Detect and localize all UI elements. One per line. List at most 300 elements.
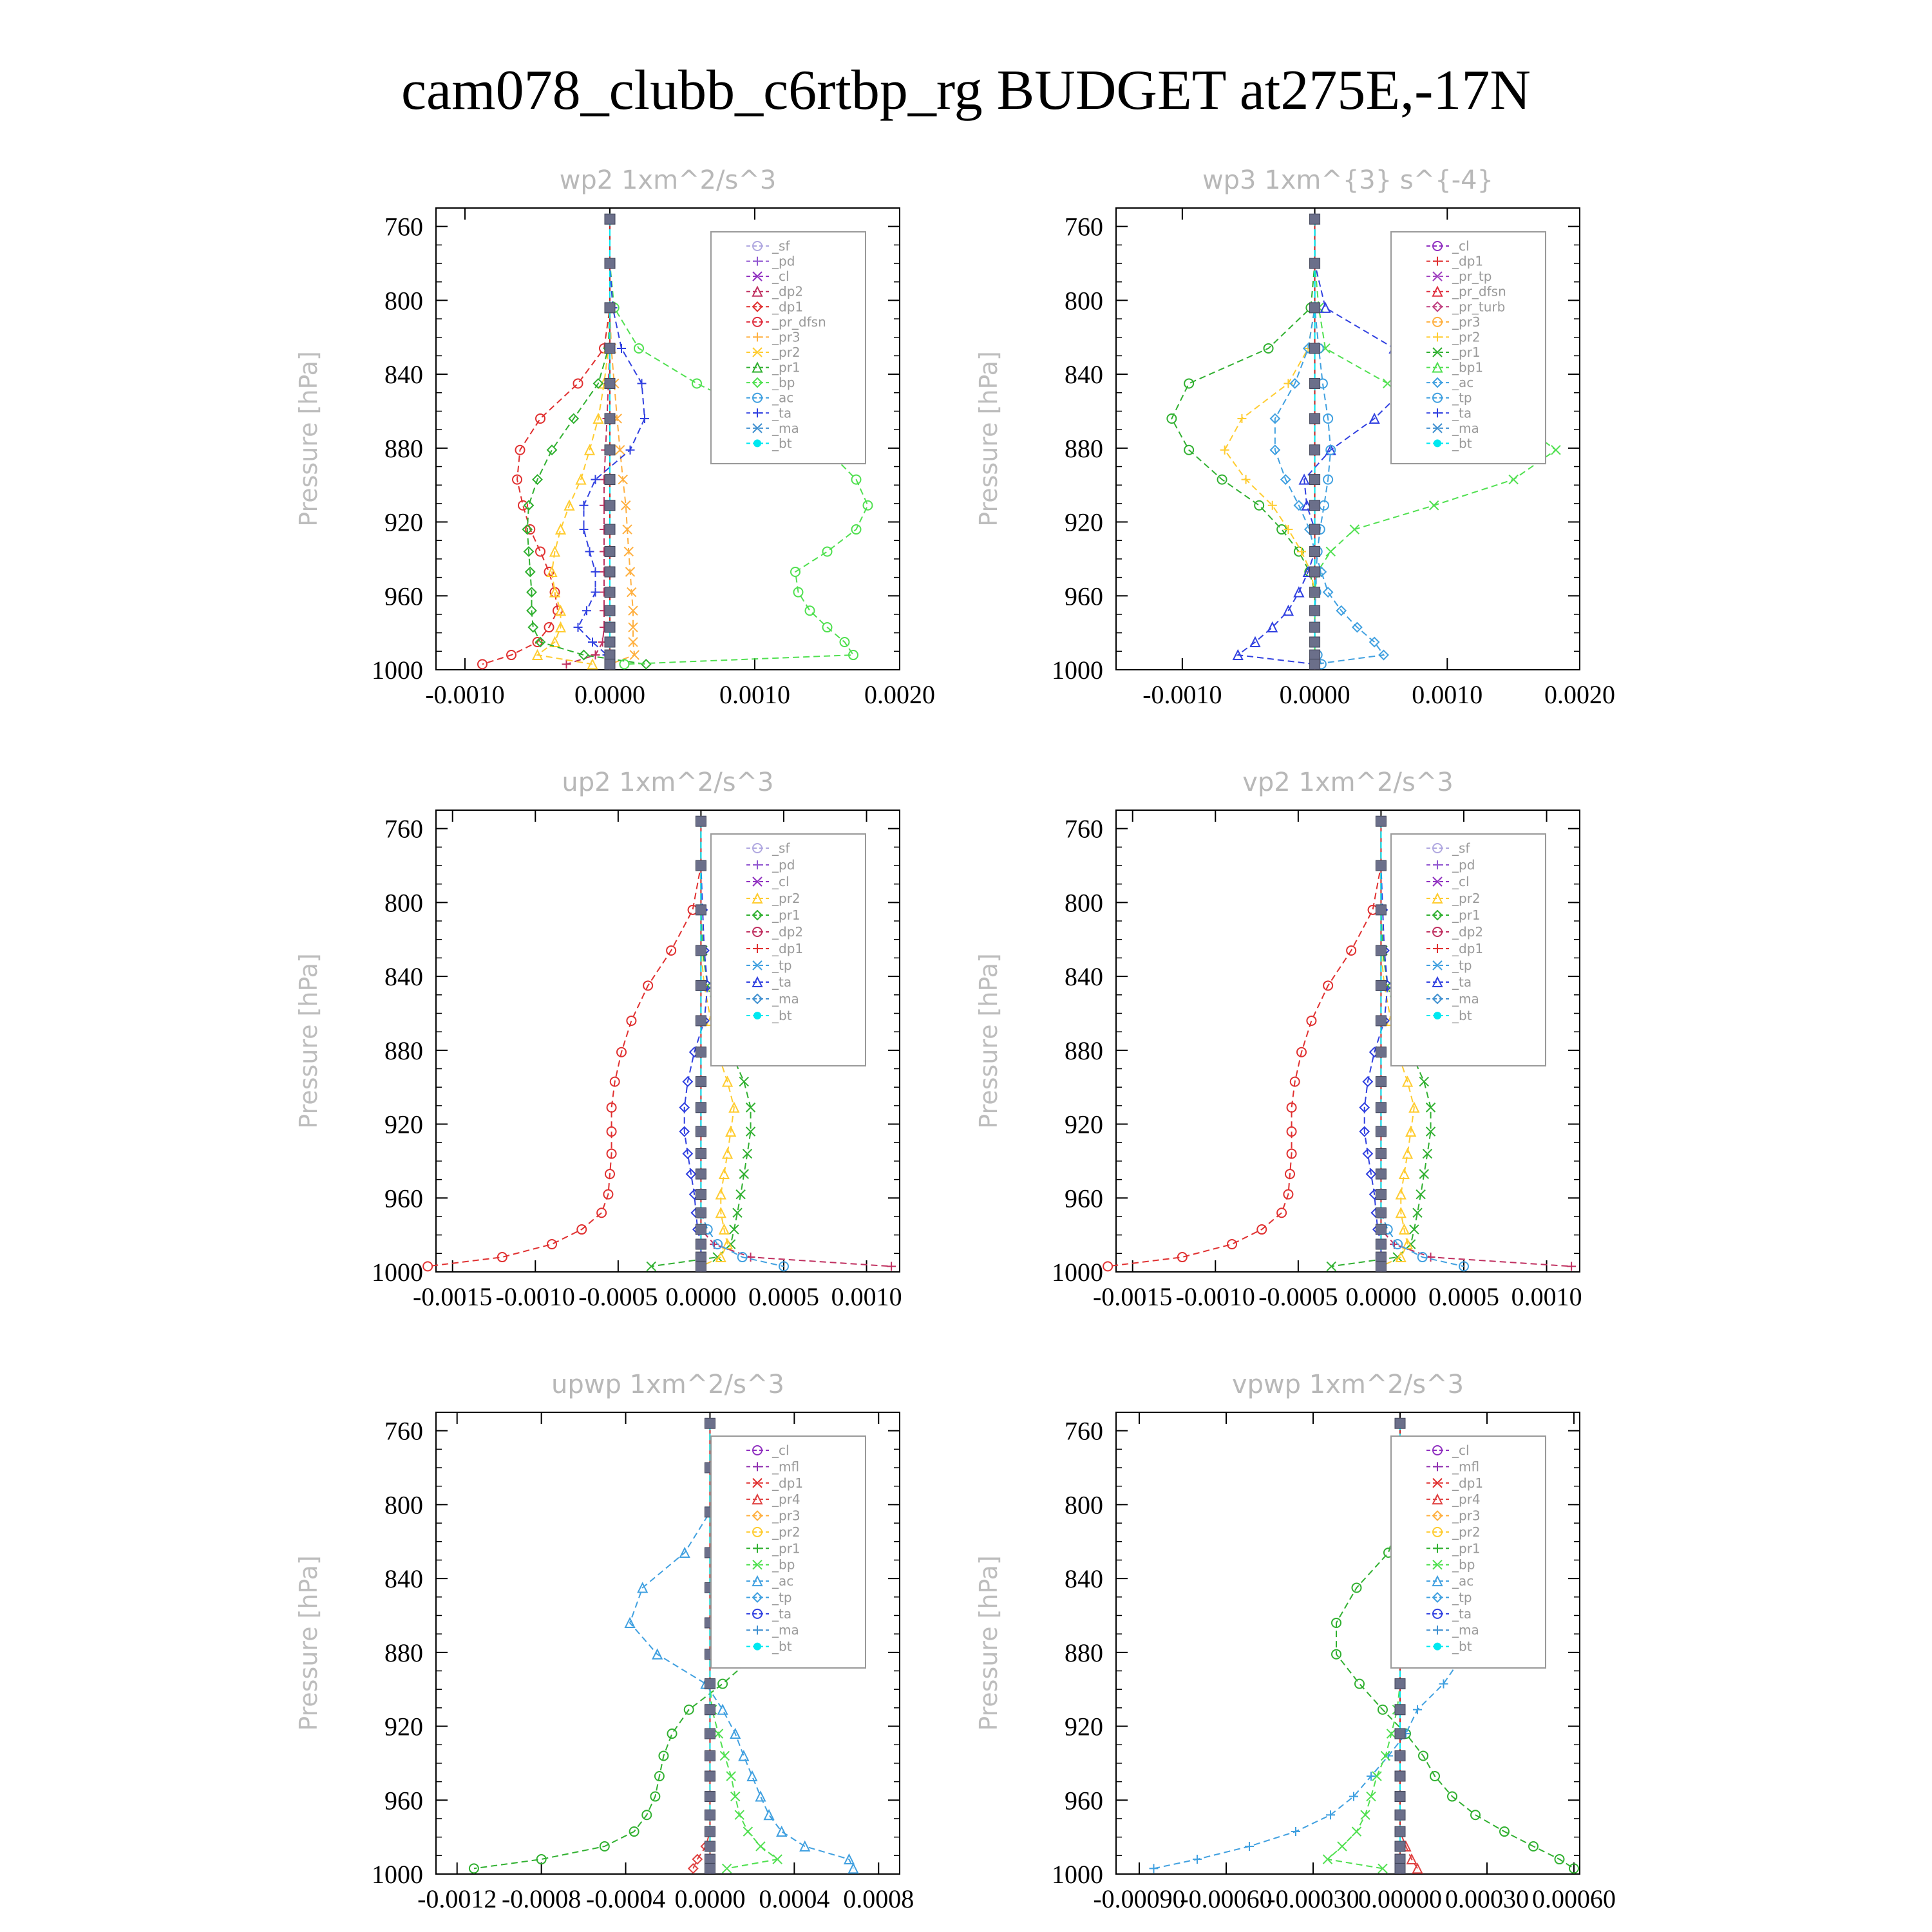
point-pr2 [1220,446,1229,455]
zero-marker [1395,1705,1405,1715]
legend-label: _cl [772,269,790,285]
x-tick-label: -0.0012 [417,1884,497,1913]
zero-marker [1376,945,1386,956]
zero-marker [605,650,615,660]
point-tp [748,1772,757,1781]
point-tp [1323,588,1332,597]
point-pr1 [718,1680,727,1689]
y-axis-label: Pressure [hPa] [294,1555,323,1731]
chart-panel-5 [294,1370,914,1913]
legend-label: _pr2 [772,891,800,906]
point-pr1 [1355,1680,1364,1689]
legend-label: _ta [772,405,792,421]
legend-label: _bp1 [1452,359,1484,375]
zero-marker [1376,1169,1386,1179]
zero-marker [705,1826,715,1837]
y-tick-label: 920 [384,1712,423,1741]
y-tick-label: 1000 [372,1860,423,1889]
zero-marker [1376,1047,1386,1057]
point-ta [580,501,589,510]
zero-marker [605,500,615,511]
point-tp [739,1751,748,1760]
zero-marker [605,587,615,598]
legend-label: _cl [772,1443,790,1458]
zero-marker [1395,1826,1405,1837]
zero-marker [696,1016,706,1026]
panel-title: up2 1xm^2/s^3 [562,768,774,797]
y-tick-label: 840 [384,360,423,390]
x-tick-label: 0.00060 [1532,1884,1616,1913]
legend-label: _pr2 [772,345,800,360]
y-tick-label: 840 [1065,1564,1103,1594]
legend-label: _pr2 [1452,891,1481,906]
x-tick-label: 0.0020 [1544,680,1615,709]
legend-label: _dp1 [772,299,804,315]
legend-label: _bt [772,1638,792,1654]
point-bp1 [1326,547,1335,556]
zero-marker [705,1679,715,1689]
zero-marker [696,980,706,990]
zero-marker [696,1077,706,1087]
zero-marker [696,905,706,915]
point-pr2 [1399,1170,1408,1179]
y-axis-label: Pressure [hPa] [974,953,1003,1129]
y-tick-label: 960 [384,1786,423,1815]
legend-label: _tp [1452,1589,1472,1605]
point-pr2 [1403,1149,1412,1158]
legend-marker [753,1012,761,1019]
point-dp1 [536,547,545,556]
legend-label: _bt [1452,1638,1472,1654]
point-bp1 [1509,475,1518,484]
zero-marker [1395,1728,1405,1739]
y-tick-label: 880 [1065,1638,1103,1667]
y-tick-label: 760 [384,814,423,844]
legend-label: _dp2 [772,924,804,940]
zero-marker [696,1103,706,1113]
y-tick-label: 920 [1065,507,1103,537]
legend-label: _pd [772,253,795,269]
zero-marker [1310,524,1320,535]
y-tick-label: 840 [1065,962,1103,992]
zero-marker [605,475,615,485]
zero-marker [1376,1016,1386,1026]
x-tick-label: -0.0005 [578,1282,658,1311]
zero-marker [1310,659,1320,669]
legend-label: _ma [1452,1622,1479,1638]
point-bp [743,1827,752,1836]
zero-marker [696,860,706,871]
legend-label: _dp1 [1452,1475,1484,1491]
zero-marker [605,659,615,669]
page-title: cam078_clubb_c6rtbp_rg BUDGET at275E,-17N [401,59,1531,122]
legend-label: _ac [1452,375,1474,391]
y-tick-label: 1000 [1052,1258,1103,1287]
zero-marker [1395,1841,1405,1852]
x-tick-label: 0.0000 [665,1282,737,1311]
legend-label: _ac [772,1573,794,1589]
y-tick-label: 960 [384,1184,423,1213]
zero-marker [696,1148,706,1159]
y-tick-label: 760 [1065,1416,1103,1446]
point-pr1 [739,1077,748,1086]
zero-marker [696,1189,706,1200]
zero-marker [705,1750,715,1761]
zero-marker [705,1810,715,1820]
legend-label: _ma [1452,991,1479,1007]
series-line-dp2 [567,219,611,664]
zero-marker [1395,1863,1405,1873]
series-line-dp1 [1108,821,1381,1266]
point-dp2 [887,1262,896,1271]
point-tp [756,1792,765,1801]
legend-label: _pr1 [1452,1540,1481,1557]
legend-label: _dp1 [772,941,804,956]
zero-marker [696,1252,706,1262]
zero-marker [1376,1224,1386,1235]
y-tick-label: 880 [384,1036,423,1065]
legend-marker [1434,1643,1441,1651]
x-tick-label: -0.0010 [1175,1282,1255,1311]
x-tick-label: 0.0020 [864,680,935,709]
point-pr1 [746,1103,755,1112]
zero-marker [1376,905,1386,915]
zero-marker [1376,1077,1386,1087]
point-pr1 [1184,379,1193,388]
point-pr1 [1327,1262,1336,1271]
legend-label: _pr3 [1452,314,1481,330]
legend-marker [1434,1012,1441,1019]
panel-title: vp2 1xm^2/s^3 [1242,768,1454,797]
series-line-ta [1238,219,1410,664]
zero-marker [1395,1792,1405,1802]
zero-marker [1376,860,1386,871]
zero-marker [705,1863,715,1873]
legend-label: _pd [1452,857,1475,873]
legend-label: _pr1 [1452,907,1481,923]
panel-title: vpwp 1xm^2/s^3 [1231,1370,1464,1399]
legend-marker [753,1643,761,1651]
point-ta [626,446,635,455]
x-tick-label: 0.0008 [843,1884,914,1913]
point-pr1 [668,1729,677,1738]
legend-label: _bt [1452,1008,1472,1023]
y-tick-label: 840 [384,962,423,992]
zero-marker [1376,1189,1386,1200]
chart-panel-4 [974,768,1582,1311]
y-tick-label: 880 [384,433,423,463]
legend-label: _bp [772,375,795,391]
point-ta [580,525,589,534]
legend-label: _bt [772,1008,792,1023]
x-tick-label: 0.00030 [1445,1884,1529,1913]
zero-marker [696,1047,706,1057]
x-tick-label: 0.0010 [719,680,790,709]
zero-marker [1310,343,1320,354]
point-pr2 [723,1149,732,1158]
zero-marker [1376,1148,1386,1159]
legend-label: _ta [1452,405,1472,421]
zero-marker [705,1728,715,1739]
legend-label: _cl [772,874,790,889]
y-tick-label: 920 [1065,1712,1103,1741]
x-tick-label: -0.00060 [1180,1884,1273,1913]
point-ta [591,567,600,576]
point-pr2 [1237,414,1246,423]
legend-label: _pr4 [772,1492,800,1508]
point-pr1 [647,1262,656,1271]
y-tick-label: 760 [384,212,423,242]
legend-label: _tp [772,958,792,973]
y-tick-label: 880 [384,1638,423,1667]
panel-title: wp2 1xm^2/s^3 [559,166,777,195]
legend-label: _sf [772,238,790,254]
x-tick-label: 0.0000 [674,1884,746,1913]
legend-label: _bt [1452,435,1472,451]
legend-label: _mfl [1452,1459,1480,1475]
legend-label: _ma [772,1622,799,1638]
legend-label: _tp [1452,958,1472,973]
zero-marker [1395,1810,1405,1820]
series-line-bp [1328,1423,1401,1868]
y-tick-label: 920 [384,1110,423,1139]
y-axis-label: Pressure [hPa] [974,1555,1003,1731]
zero-marker [1310,303,1320,313]
point-pr2 [1396,1190,1405,1199]
zero-marker [696,816,706,826]
zero-marker [605,622,615,632]
y-tick-label: 1000 [1052,656,1103,685]
x-tick-label: 0.0005 [1428,1282,1499,1311]
y-tick-label: 960 [1065,1184,1103,1213]
point-bp [720,1751,729,1760]
series-line-pr1 [527,219,647,664]
x-tick-label: -0.0010 [495,1282,575,1311]
zero-marker [1376,1239,1386,1249]
zero-marker [696,1261,706,1271]
zero-marker [1395,1750,1405,1761]
zero-marker [1376,1261,1386,1271]
zero-marker [1310,258,1320,269]
legend-label: _dp1 [772,1475,804,1491]
y-tick-label: 1000 [372,1258,423,1287]
point-bp [756,1842,765,1851]
point-bp1 [1430,501,1439,510]
y-tick-label: 800 [384,888,423,918]
y-tick-label: 760 [1065,212,1103,242]
legend-label: _ta [772,974,792,990]
point-bp [864,501,873,510]
zero-marker [1376,816,1386,826]
legend-label: _cl [1452,238,1470,254]
zero-marker [1376,980,1386,990]
zero-marker [696,1239,706,1249]
zero-marker [705,1705,715,1715]
legend-label: _tp [772,1589,792,1605]
point-bp1 [1551,446,1560,455]
zero-marker [1395,1854,1405,1864]
zero-marker [1310,567,1320,577]
x-tick-label: 0.0004 [759,1884,830,1913]
zero-marker [605,258,615,269]
zero-marker [1376,1126,1386,1137]
series-line-pr2 [538,219,611,664]
point-pr2 [1297,547,1306,556]
y-tick-label: 800 [384,286,423,316]
series-line-dp1 [482,219,610,664]
zero-marker [1310,445,1320,455]
legend-label: _pr1 [772,1540,800,1557]
point-tp [764,1810,773,1819]
point-pr1 [1419,1077,1428,1086]
legend-label: _pr3 [1452,1508,1481,1524]
zero-marker [1395,1418,1405,1428]
zero-marker [605,567,615,577]
legend-label: _pr_turb [1452,299,1506,315]
zero-marker [1310,546,1320,556]
chart-panel-3 [294,768,902,1311]
point-pr1 [547,446,556,455]
point-ta [585,547,594,556]
y-tick-label: 840 [384,1564,423,1594]
zero-marker [605,524,615,535]
point-tp [1193,1855,1202,1864]
legend-label: _cl [1452,874,1470,889]
zero-marker [696,1224,706,1235]
zero-marker [605,214,615,224]
panel-title: upwp 1xm^2/s^3 [551,1370,784,1399]
zero-marker [696,945,706,956]
point-ta [582,606,591,615]
x-tick-label: -0.0010 [425,680,505,709]
legend-label: _sf [772,840,790,856]
series-line-pr1 [1171,219,1314,664]
x-tick-label: 0.0010 [831,1282,902,1311]
zero-marker [1310,605,1320,616]
point-tp [718,1705,727,1714]
point-pr2 [556,525,565,534]
legend-label: _pr4 [1452,1492,1481,1508]
x-tick-label: -0.0010 [1142,680,1222,709]
y-tick-label: 920 [384,507,423,537]
y-tick-label: 800 [1065,888,1103,918]
zero-marker [1395,1679,1405,1689]
point-pr1 [1255,501,1264,510]
legend-label: _ma [772,420,799,436]
legend-label: _ma [772,991,799,1007]
point-bp [806,606,815,615]
series-line-dp1 [428,821,701,1266]
zero-marker [605,546,615,556]
zero-marker [605,637,615,647]
series-line-tp [1275,219,1384,664]
y-tick-label: 760 [1065,814,1103,844]
chart-panel-2 [974,166,1615,709]
point-dp1 [1277,1208,1286,1217]
x-tick-label: -0.0015 [413,1282,493,1311]
zero-marker [696,1169,706,1179]
point-dp2 [591,650,600,659]
point-bp1 [1350,525,1359,534]
legend-label: _ta [1452,974,1472,990]
panel-title: wp3 1xm^{3} s^{-4} [1202,166,1494,195]
x-tick-label: -0.0008 [501,1884,582,1913]
y-tick-label: 840 [1065,360,1103,390]
zero-marker [696,1208,706,1218]
point-dp1 [1307,1016,1316,1025]
legend-label: _pr2 [772,1524,800,1540]
point-bp [735,1810,744,1819]
point-dp1 [547,1240,556,1249]
zero-marker [605,343,615,354]
legend-label: _pr2 [1452,329,1481,345]
point-tp [1413,1705,1422,1714]
y-tick-label: 880 [1065,1036,1103,1065]
point-dp1 [597,1208,606,1217]
chart-panel-6 [974,1370,1616,1913]
x-tick-label: 0.00000 [1358,1884,1442,1913]
zero-marker [705,1841,715,1852]
point-bp [1352,1827,1361,1836]
point-pr1 [1426,1103,1435,1112]
point-tp [1150,1864,1159,1873]
legend-marker [1434,439,1441,447]
point-tp [1291,1827,1300,1836]
point-dp1 [574,379,583,388]
point-dp2 [562,659,571,668]
legend-label: _ta [1452,1605,1472,1622]
y-axis-label: Pressure [hPa] [294,953,323,1129]
zero-marker [696,1126,706,1137]
x-tick-label: -0.0005 [1258,1282,1338,1311]
legend-label: _dp1 [1452,941,1484,956]
zero-marker [605,303,615,313]
x-tick-label: 0.0000 [574,680,645,709]
point-ta [638,379,647,388]
legend-label: _bp [1452,1557,1475,1573]
y-tick-label: 760 [384,1416,423,1446]
point-bp [723,1864,732,1873]
y-axis-label: Pressure [hPa] [294,351,323,527]
zero-marker [1310,475,1320,485]
point-bp [1338,1842,1347,1851]
zero-marker [1395,1771,1405,1781]
y-tick-label: 800 [1065,1490,1103,1520]
point-bp [692,379,701,388]
zero-marker [1310,587,1320,598]
point-dp1 [518,501,527,510]
legend-label: _sf [1452,840,1470,856]
legend-label: _pd [772,857,795,873]
zero-marker [705,1854,715,1864]
point-dp1 [1227,1240,1236,1249]
point-ta [640,414,649,423]
y-tick-label: 880 [1065,433,1103,463]
point-bp [1387,1729,1396,1738]
zero-marker [605,413,615,424]
legend-label: _ma [1452,420,1479,436]
legend-label: _bp [772,1557,795,1573]
legend-marker [753,439,761,447]
zero-marker [605,445,615,455]
zero-marker [705,1418,715,1428]
legend-label: _pr1 [772,359,800,375]
zero-marker [1376,1103,1386,1113]
y-tick-label: 960 [1065,582,1103,611]
x-tick-label: 0.0010 [1511,1282,1582,1311]
x-tick-label: 0.0000 [1279,680,1350,709]
zero-marker [1310,214,1320,224]
